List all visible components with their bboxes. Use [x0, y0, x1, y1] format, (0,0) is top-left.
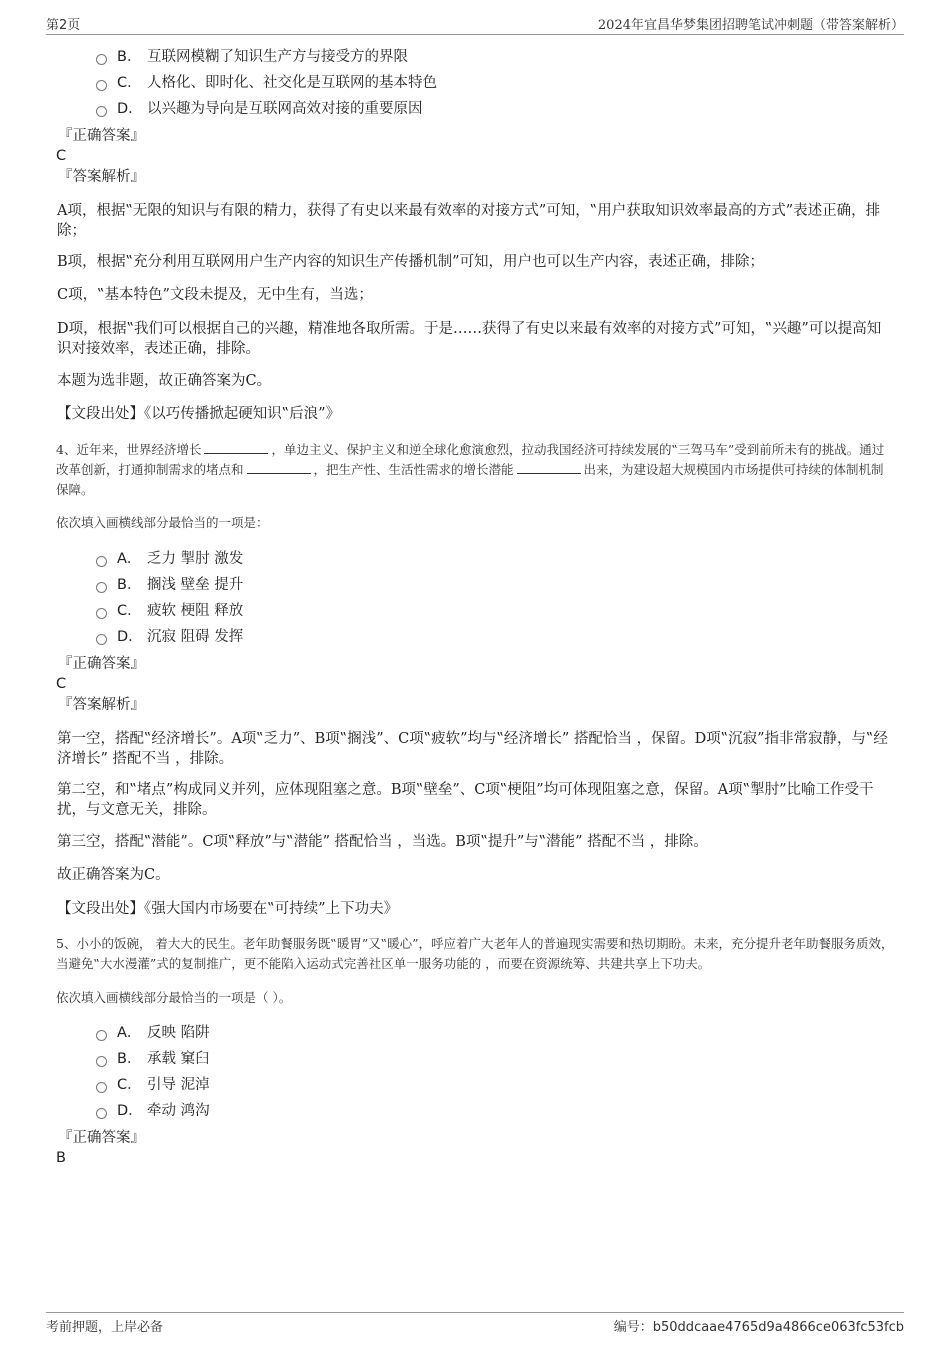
radio-icon[interactable] [96, 54, 107, 65]
q3-option-b[interactable]: B． 互联网模糊了知识生产方与接受方的界限 [96, 47, 408, 67]
q3-option-c[interactable]: C． 人格化、即时化、社交化是互联网的基本特色 [96, 73, 437, 93]
q3-analysis-label: 『答案解析』 [58, 169, 145, 185]
q5-option-a[interactable]: A． 反映 陷阱 [96, 1023, 210, 1043]
radio-icon[interactable] [96, 1030, 107, 1041]
q4-analysis-2: 第二空，和‟堵点”构成同义并列，应体现阻塞之意。B项‟壁垒”、C项‟梗阻”均可体现阻塞之意，保留。A项‟掣肘”比喻工作受干扰，与文意无关，排除。 [57, 782, 874, 818]
q4-conclusion: 故正确答案为C。 [57, 867, 170, 883]
q5-option-d[interactable]: D． 牵动 鸿沟 [96, 1101, 210, 1121]
radio-icon[interactable] [96, 106, 107, 117]
radio-icon[interactable] [96, 608, 107, 619]
q4-option-d[interactable]: D． 沉寂 阻碍 发挥 [96, 627, 243, 647]
page-header [46, 14, 904, 35]
q5-prompt: 依次填入画横线部分最恰当的一项是（ ）。 [56, 990, 292, 1005]
q5-option-b[interactable]: B． 承载 窠臼 [96, 1049, 210, 1069]
blank-3 [517, 460, 581, 474]
q5-option-c[interactable]: C． 引导 泥淖 [96, 1075, 210, 1095]
q3-answer: C [56, 148, 67, 164]
q3-option-d[interactable]: D． 以兴趣为导向是互联网高效对接的重要原因 [96, 99, 423, 119]
radio-icon[interactable] [96, 1082, 107, 1093]
radio-icon[interactable] [96, 582, 107, 593]
document-code: 编号：b50ddcaae4765d9a4866ce063fc53fcb [613, 1320, 904, 1335]
q5-stem: 5、小小的饭碗， 着大大的民生。老年助餐服务既‟暖胃”又‟暖心”，呼应着广大老年人的普遍现实需要和热切期盼。未来，充分提升老年助餐服务质效，当避免‟大水漫灌”式的复制推广，更不能陷入运动式完善社区单一服务功能的 ，而要在资源统筹、共建共享上下功夫。 [56, 936, 894, 971]
radio-icon[interactable] [96, 634, 107, 645]
q3-analysis-b: B项，根据‟充分利用互联网用户生产内容的知识生产传播机制”可知，用户也可以生产内容，表述正确，排除； [57, 254, 764, 270]
q3-analysis-d: D项，根据‟我们可以根据自己的兴趣，精准地各取所需。于是……获得了有史以来最有效率的对接方式”可知，‟兴趣”可以提高知识对接效率，表述正确，排除。 [57, 321, 882, 357]
q5-answer: B [56, 1150, 66, 1166]
q5-answer-label: 『正确答案』 [58, 1130, 145, 1146]
q3-conclusion: 本题为选非题，故正确答案为C。 [57, 373, 272, 389]
q4-option-a[interactable]: A． 乏力 掣肘 激发 [96, 549, 243, 569]
q4-analysis-label: 『答案解析』 [58, 697, 145, 713]
footer-slogan: 考前押题，上岸必备 [46, 1320, 164, 1335]
q4-answer-label: 『正确答案』 [58, 656, 145, 672]
q4-stem: 4、近年来，世界经济增长 ，单边主义、保护主义和逆全球化愈演愈烈，拉动我国经济可持续发展的‟三驾马车”受到前所未有的挑战。通过改革创新，打通抑制需求的堵点和 ，把生产性、生活性需求的增长潜能 出来，为建设超大规模国内市场提供可持续的体制机制保障。 [56, 442, 885, 497]
page-footer [46, 1312, 904, 1337]
q3-source: 【文段出处】《以巧传播掀起硬知识‟后浪”》 [57, 406, 341, 422]
q3-analysis-a: A项，根据‟无限的知识与有限的精力，获得了有史以来最有效率的对接方式”可知，‟用户获取知识效率最高的方式”表述正确，排除； [57, 203, 881, 239]
q4-analysis-3: 第三空，搭配‟潜能”。C项‟释放”与‟潜能” 搭配恰当 ，当选。B项‟提升”与‟潜能” 搭配不当 ，排除。 [57, 834, 708, 850]
q4-answer: C [56, 676, 67, 692]
q3-analysis-c: C项，‟基本特色”文段未提及，无中生有，当选； [57, 287, 373, 303]
radio-icon[interactable] [96, 1108, 107, 1119]
radio-icon[interactable] [96, 80, 107, 91]
document-title: 2024年宜昌华梦集团招聘笔试冲刺题（带答案解析） [597, 18, 904, 33]
q4-option-c[interactable]: C． 疲软 梗阻 释放 [96, 601, 243, 621]
q4-analysis-1: 第一空，搭配‟经济增长”。A项‟乏力”、B项‟搁浅”、C项‟疲软”均与‟经济增长” 搭配恰当 ，保留。D项‟沉寂”指非常寂静，与‟经济增长” 搭配不当 ，排除。 [57, 731, 888, 767]
blank-2 [247, 460, 311, 474]
q4-option-b[interactable]: B． 搁浅 壁垒 提升 [96, 575, 243, 595]
blank-1 [204, 440, 268, 454]
q4-prompt: 依次填入画横线部分最恰当的一项是： [56, 515, 269, 530]
radio-icon[interactable] [96, 1056, 107, 1067]
q3-answer-label: 『正确答案』 [58, 128, 145, 144]
page-number: 第2页 [46, 18, 81, 33]
q4-source: 【文段出处】《强大国内市场要在‟可持续”上下功夫》 [57, 901, 399, 917]
radio-icon[interactable] [96, 556, 107, 567]
